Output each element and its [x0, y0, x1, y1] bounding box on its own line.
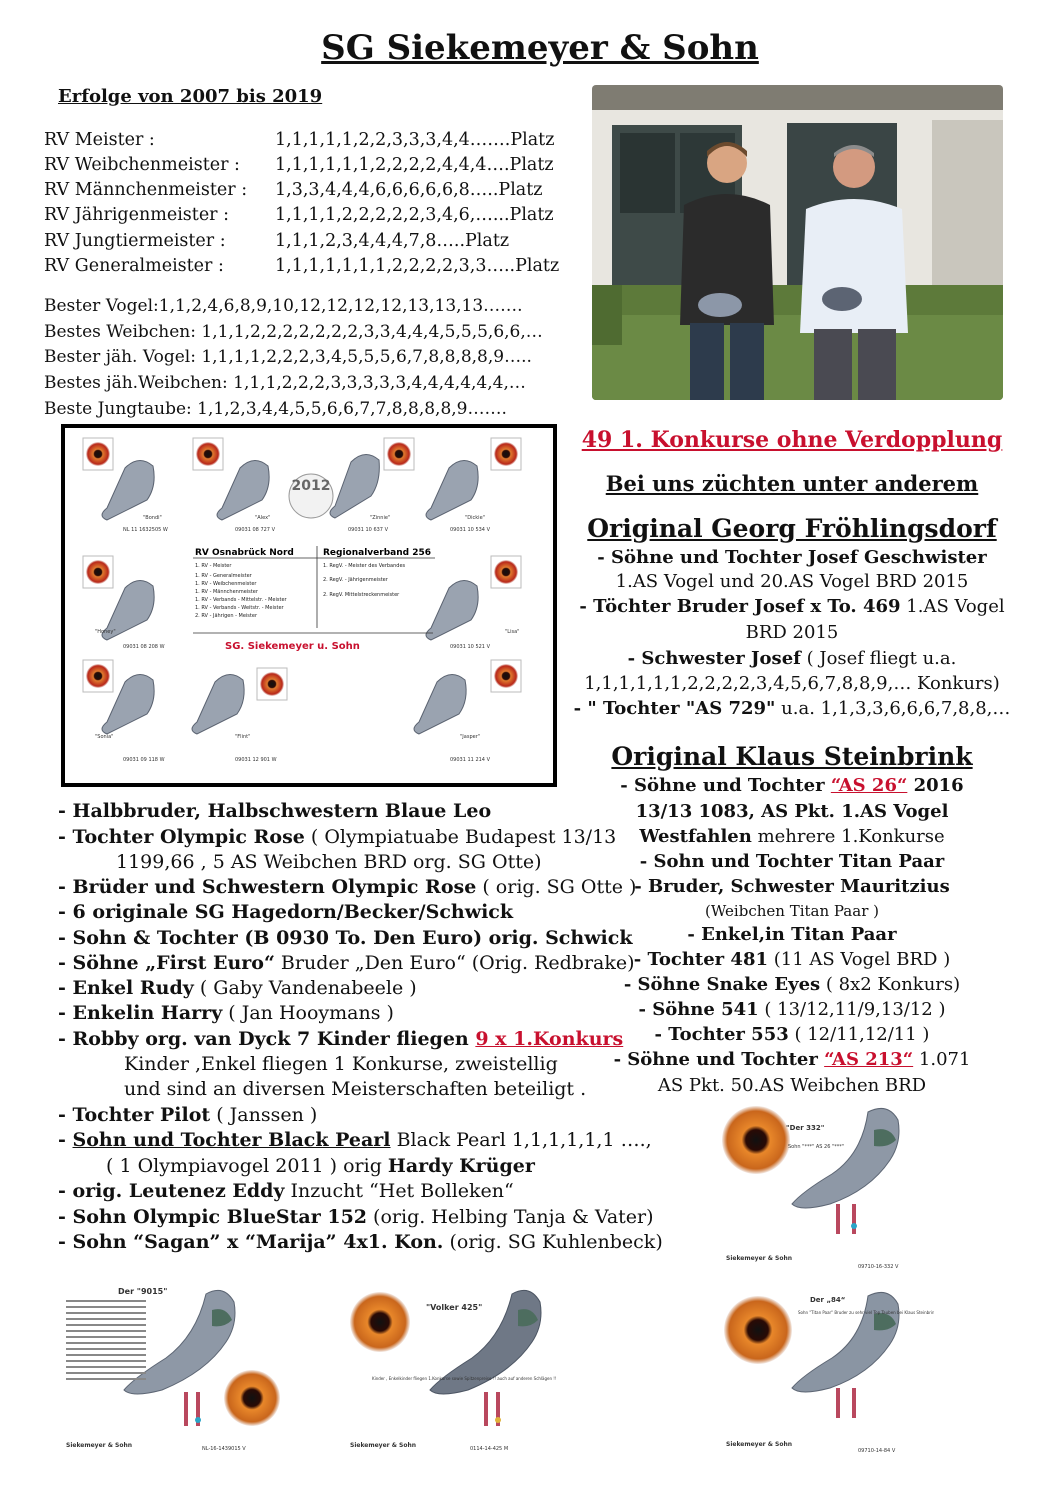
- pigeon-card-84: [718, 1284, 934, 1460]
- list-text: Inzucht “Het Bolleken“: [284, 1180, 514, 1202]
- klaus-text: (11 AS Vogel BRD ): [768, 949, 951, 970]
- klaus-highlight: “AS 26“: [830, 775, 908, 796]
- card-ring: 09710-14-84 V: [858, 1448, 896, 1454]
- pigeon-card-332: [718, 1100, 934, 1276]
- georg-line: 1,1,1,1,1,1,2,2,2,2,3,4,5,6,7,8,8,9,… Konkurs): [584, 673, 1000, 694]
- list-line: [58, 1180, 514, 1202]
- rv-label: RV Generalmeister :: [44, 256, 224, 276]
- championship-collage: [61, 424, 557, 787]
- ring-number: NL 11 1632505 W: [123, 527, 168, 533]
- bird-name: "Sonia": [95, 734, 114, 740]
- pigeon-card-425: [342, 1280, 582, 1460]
- rv-value: 1,3,3,4,4,4,6,6,6,6,6,8…..Platz: [275, 180, 543, 200]
- list-line: [58, 1002, 394, 1024]
- list-line: [58, 1231, 663, 1253]
- card-ring: 09710-16-332 V: [858, 1264, 899, 1270]
- klaus-bold: - Tochter 553: [654, 1024, 789, 1045]
- bird-name: "Zinnie": [370, 515, 391, 521]
- klaus-line: - Sohn und Tochter Titan Paar: [639, 851, 945, 872]
- list-line: - Halbbruder, Halbschwestern Blaue Leo: [58, 800, 492, 822]
- georg-line: - Söhne und Tochter Josef Geschwister: [597, 547, 987, 568]
- card-title: "Der 332": [786, 1124, 825, 1132]
- bird-name: "Bondi": [143, 515, 162, 521]
- list-text: (orig. SG Kuhlenbeck): [443, 1231, 663, 1253]
- georg-text: 1.AS Vogel: [900, 596, 1005, 617]
- bird-name: "Jasper": [460, 734, 481, 740]
- list-bold: - Sohn “Sagan” x “Marija” 4x1. Kon.: [58, 1231, 444, 1253]
- club-left: RV Osnabrück Nord: [195, 548, 294, 558]
- list-text: Black Pearl 1,1,1,1,1,1 ….,: [390, 1129, 652, 1151]
- klaus-text: 1.071: [913, 1049, 971, 1070]
- left-list-item: 1. RV - Verbands - Weitstr. - Meister: [195, 605, 284, 611]
- klaus-line: [567, 775, 1017, 796]
- list-line: und sind an diversen Meisterschaften beteiligt .: [124, 1078, 587, 1100]
- georg-line: BRD 2015: [745, 622, 839, 643]
- card-brand: Siekemeyer & Sohn: [726, 1255, 793, 1262]
- klaus-line: - Enkel,in Titan Paar: [687, 924, 897, 945]
- list-text: (orig. Helbing Tanja & Vater): [367, 1206, 654, 1228]
- zuechten-heading: Bei uns züchten unter anderem: [605, 471, 979, 496]
- list-line: [58, 977, 417, 999]
- card-subtitle: Sohn "***" AS 26 "***": [788, 1144, 845, 1150]
- klaus-bold: - Tochter 481: [633, 949, 768, 970]
- georg-header: Original Georg Fröhlingsdorf: [587, 514, 997, 543]
- photo-illustration: [592, 85, 1003, 400]
- georg-text: u.a. 1,1,3,3,6,6,6,7,8,8,…: [775, 698, 1011, 719]
- klaus-text: mehrere 1.Konkurse: [751, 826, 945, 847]
- bird-name: "Flint": [235, 734, 251, 740]
- georg-line: [567, 698, 1017, 719]
- list-line: [58, 1028, 623, 1050]
- list-text: ( Gaby Vandenabeele ): [193, 977, 417, 999]
- card-subtitle: Kinder , Enkelkinder fliegen 1.Konkurse sowie Spitzenpreise !! auch auf anderen Schlägen !!: [372, 1376, 557, 1381]
- right-list-item: 2. RegV. Mittelstreckenmeister: [323, 592, 400, 598]
- eye-icon: [724, 1296, 792, 1364]
- subtitle: Erfolge von 2007 bis 2019: [58, 86, 323, 107]
- rv-value: 1,1,1,2,3,4,4,4,7,8…..Platz: [275, 231, 510, 251]
- klaus-text: ( 8x2 Konkurs): [820, 974, 961, 995]
- list-text: ( Janssen ): [210, 1104, 318, 1126]
- list-text: ( 1 Olympiavogel 2011 ) orig: [106, 1155, 388, 1177]
- list-bold: - Enkelin Harry: [58, 1002, 223, 1024]
- ring-number: 09031 10 637 V: [348, 527, 388, 533]
- rv-label: RV Meister :: [44, 130, 155, 150]
- klaus-bold: - Söhne 541: [638, 999, 759, 1020]
- klaus-line: (Weibchen Titan Paar ): [705, 902, 879, 920]
- list-line: - Sohn & Tochter (B 0930 To. Den Euro) orig. Schwick: [58, 927, 633, 949]
- owners-photo: [592, 85, 1003, 400]
- eye-icon: [350, 1292, 410, 1352]
- left-list-item: 1. RV - Verbands - Mittelstr. - Meister: [195, 597, 287, 603]
- klaus-text: ( 13/12,11/9,13/12 ): [758, 999, 946, 1020]
- georg-line: [567, 596, 1017, 617]
- left-list-item: 1. RV - Generalmeister: [195, 573, 252, 579]
- klaus-bold: - Söhne und Tochter: [613, 1049, 825, 1070]
- list-highlight: 9 x 1.Konkurs: [475, 1028, 624, 1050]
- klaus-highlight: “AS 213“: [824, 1049, 914, 1070]
- left-list-item: 1. RV - Männchenmeister: [195, 589, 258, 595]
- best-line: Bestes jäh.Weibchen: 1,1,1,2,2,2,3,3,3,3,3,4,4,4,4,4,4,…: [44, 373, 526, 393]
- list-line: [58, 826, 616, 848]
- card-brand: Siekemeyer & Sohn: [66, 1442, 133, 1449]
- klaus-line: AS Pkt. 50.AS Weibchen BRD: [657, 1075, 927, 1096]
- card-title: Der "9015": [118, 1287, 168, 1296]
- right-list-item: 2. RegV. - Jährigenmeister: [323, 577, 388, 583]
- rv-row: [44, 178, 542, 203]
- georg-line: 1.AS Vogel und 20.AS Vogel BRD 2015: [615, 571, 969, 592]
- rv-row: [44, 229, 509, 254]
- ring-number: 09031 09 118 W: [123, 757, 165, 763]
- card-title: Der „84“: [810, 1296, 846, 1304]
- georg-text: ( Josef fliegt u.a.: [800, 648, 957, 669]
- list-line: 1199,66 , 5 AS Weibchen BRD org. SG Otte): [116, 851, 542, 873]
- list-bold: - Söhne „First Euro“: [58, 952, 275, 974]
- bird-name: "Dickie": [465, 515, 485, 521]
- pigeon-card-illustration: [718, 1284, 934, 1460]
- ring-number: 09031 10 534 V: [450, 527, 490, 533]
- georg-line: [567, 648, 1017, 669]
- left-list-item: 2. RV - Jährigen - Meister: [195, 613, 257, 619]
- pigeon-card-illustration: [718, 1100, 934, 1276]
- bird-name: "Alex": [255, 515, 271, 521]
- pigeon-card-9015: [56, 1280, 296, 1460]
- eye-icon: [224, 1370, 280, 1426]
- card-ring: NL-16-1439015 V: [202, 1446, 246, 1452]
- rv-label: RV Weibchenmeister :: [44, 155, 240, 175]
- card-ring: 0114-14-425 M: [470, 1446, 509, 1452]
- georg-bold: - Töchter Bruder Josef x To. 469: [579, 596, 901, 617]
- card-brand: Siekemeyer & Sohn: [350, 1442, 417, 1449]
- ring-number: 09031 08 208 W: [123, 644, 165, 650]
- list-text: ( orig. SG Otte ): [476, 876, 637, 898]
- rv-label: RV Jährigenmeister :: [44, 205, 230, 225]
- list-line: Kinder ,Enkel fliegen 1 Konkurse, zweistellig: [124, 1053, 558, 1075]
- list-line: [58, 1129, 652, 1151]
- list-line: [106, 1155, 535, 1177]
- list-line: [58, 1206, 654, 1228]
- pigeon-card-illustration: [56, 1280, 296, 1460]
- list-bold: Hardy Krüger: [387, 1155, 535, 1177]
- klaus-bold: - Söhne und Tochter: [620, 775, 831, 796]
- rv-value: 1,1,1,1,1,1,2,2,2,2,4,4,4….Platz: [275, 155, 554, 175]
- list-bold: - Tochter Pilot: [58, 1104, 211, 1126]
- list-line: [58, 1104, 317, 1126]
- klaus-line: 13/13 1083, AS Pkt. 1.AS Vogel: [635, 801, 949, 822]
- rv-row: [44, 203, 554, 228]
- card-brand: Siekemeyer & Sohn: [726, 1441, 793, 1448]
- klaus-bold: - Söhne Snake Eyes: [623, 974, 821, 995]
- ring-number: 09031 08 727 V: [235, 527, 275, 533]
- collage-year: 2012: [291, 478, 331, 494]
- list-line: [58, 952, 635, 974]
- list-bold: - Robby org. van Dyck 7 Kinder fliegen: [58, 1028, 476, 1050]
- list-bold: - Brüder und Schwestern Olympic Rose: [58, 876, 477, 898]
- list-underlined: Sohn und Tochter Black Pearl: [72, 1129, 391, 1151]
- rv-value: 1,1,1,1,2,2,2,2,2,3,4,6,…...Platz: [275, 205, 554, 225]
- card-title: "Volker 425": [426, 1303, 483, 1312]
- list-bold: - Tochter Olympic Rose: [58, 826, 305, 848]
- klaus-line: [567, 999, 1017, 1020]
- list-line: - 6 originale SG Hagedorn/Becker/Schwick: [58, 901, 514, 923]
- rv-label: RV Jungtiermeister :: [44, 231, 226, 251]
- bird-name: "Lisa": [505, 629, 520, 635]
- pigeon-card-illustration: [342, 1280, 582, 1460]
- collage-banner: SG. Siekemeyer u. Sohn: [225, 641, 360, 652]
- left-list-item: 1. RV - Weibchenmeister: [195, 581, 257, 587]
- klaus-bold: 2016: [907, 775, 964, 796]
- klaus-line: [567, 1024, 1017, 1045]
- page-title: SG Siekemeyer & Sohn: [321, 28, 759, 68]
- ring-number: 09031 12 901 W: [235, 757, 277, 763]
- best-line: Bester jäh. Vogel: 1,1,1,1,2,2,2,3,4,5,5,5,6,7,8,8,8,8,9…..: [44, 347, 532, 367]
- bird-name: "Honey": [95, 629, 116, 635]
- rv-label: RV Männchenmeister :: [44, 180, 248, 200]
- klaus-line: - Bruder, Schwester Mauritzius: [634, 876, 950, 897]
- rv-row: [44, 128, 554, 153]
- rv-row: [44, 254, 559, 279]
- ring-number: 09031 11 214 V: [450, 757, 490, 763]
- rv-value: 1,1,1,1,1,2,2,3,3,3,4,4…….Platz: [275, 130, 555, 150]
- best-line: Bestes Weibchen: 1,1,1,2,2,2,2,2,2,2,3,3,4,4,4,5,5,5,6,6,…: [44, 322, 543, 342]
- konkurse-title: 49 1. Konkurse ohne Verdopplung: [581, 427, 1003, 453]
- georg-bold: - Schwester Josef: [627, 648, 801, 669]
- rv-value: 1,1,1,1,1,1,1,2,2,2,2,3,3…..Platz: [275, 256, 560, 276]
- klaus-header: Original Klaus Steinbrink: [611, 742, 973, 771]
- klaus-line: [567, 1049, 1017, 1070]
- eye-icon: [722, 1106, 790, 1174]
- klaus-text: ( 12/11,12/11 ): [788, 1024, 930, 1045]
- best-line: Beste Jungtaube: 1,1,2,3,4,4,5,5,6,6,7,7,8,8,8,8,9…….: [44, 399, 507, 419]
- list-bold: - Sohn Olympic BlueStar 152: [58, 1206, 368, 1228]
- klaus-bold: Westfahlen: [639, 826, 752, 847]
- right-list-item: 1. RegV. - Meister des Verbandes: [323, 563, 406, 569]
- list-text: Bruder „Den Euro“ (Orig. Redbrake): [274, 952, 635, 974]
- list-line: [58, 876, 636, 898]
- klaus-line: [567, 974, 1017, 995]
- card-subtitle: Sohn "Titan Paar" Bruder zu sehr viel Top Tauben bei Klaus Steinbrink: [798, 1310, 934, 1315]
- left-list-item: 1. RV - Meister: [195, 563, 232, 569]
- georg-bold: - " Tochter "AS 729": [573, 698, 776, 719]
- collage-illustration: [65, 428, 553, 783]
- best-line: Bester Vogel:1,1,2,4,6,8,9,10,12,12,12,12,13,13,13…….: [44, 296, 523, 316]
- list-text: ( Olympiatuabe Budapest 13/13: [304, 826, 617, 848]
- list-bold: -: [58, 1129, 73, 1151]
- rv-row: [44, 153, 554, 178]
- klaus-line: [567, 826, 1017, 847]
- club-right: Regionalverband 256: [323, 548, 432, 558]
- list-text: ( Jan Hooymans ): [222, 1002, 394, 1024]
- list-bold: - orig. Leutenez Eddy: [58, 1180, 285, 1202]
- ring-number: 09031 10 521 V: [450, 644, 490, 650]
- list-bold: - Enkel Rudy: [58, 977, 194, 999]
